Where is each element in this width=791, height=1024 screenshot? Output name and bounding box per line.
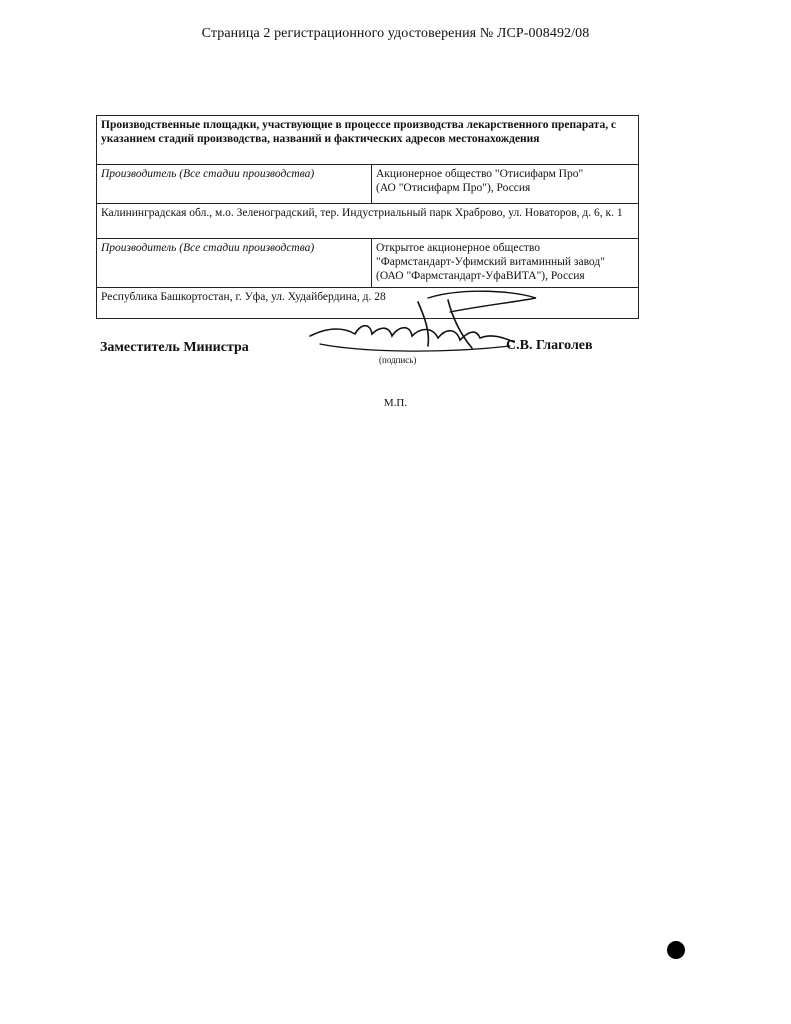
manufacturer-role: Производитель (Все стадии производства) bbox=[97, 239, 372, 288]
signatory-name: С.В. Глаголев bbox=[506, 338, 593, 353]
signature-caption: (подпись) bbox=[379, 355, 417, 365]
table-row bbox=[97, 165, 639, 204]
table-heading: Производственные площадки, участвующие в процессе производства лекарственного препарата, с указанием стадий производства, названий и фактических адресов местонахождения bbox=[97, 116, 639, 165]
manufacturer-address: Республика Башкортостан, г. Уфа, ул. Худайбердина, д. 28 bbox=[97, 288, 639, 319]
manufacturer-organization bbox=[372, 165, 639, 204]
signatory-title: Заместитель Министра bbox=[100, 340, 249, 355]
organization-line: (АО "Отисифарм Про"), Россия bbox=[376, 182, 531, 194]
table-heading-row bbox=[97, 116, 639, 165]
organization-line: "Фармстандарт-Уфимский витаминный завод" bbox=[376, 256, 605, 268]
page-marker-dot bbox=[667, 941, 685, 959]
manufacturer-address: Калининградская обл., м.о. Зеленоградский, тер. Индустриальный парк Храброво, ул. Новаторов, д. 6, к. 1 bbox=[97, 204, 639, 239]
organization-line: Открытое акционерное общество bbox=[376, 242, 540, 254]
page-header: Страница 2 регистрационного удостоверения № ЛСР-008492/08 bbox=[201, 26, 590, 41]
table-row bbox=[97, 239, 639, 288]
table-row bbox=[97, 204, 639, 239]
organization-line: (ОАО "Фармстандарт-УфаВИТА"), Россия bbox=[376, 270, 585, 282]
manufacturer-organization bbox=[372, 239, 639, 288]
organization-line: Акционерное общество "Отисифарм Про" bbox=[376, 168, 584, 180]
handwritten-signature bbox=[300, 288, 540, 368]
stamp-place-label: М.П. bbox=[383, 397, 408, 409]
manufacturer-role: Производитель (Все стадии производства) bbox=[97, 165, 372, 204]
